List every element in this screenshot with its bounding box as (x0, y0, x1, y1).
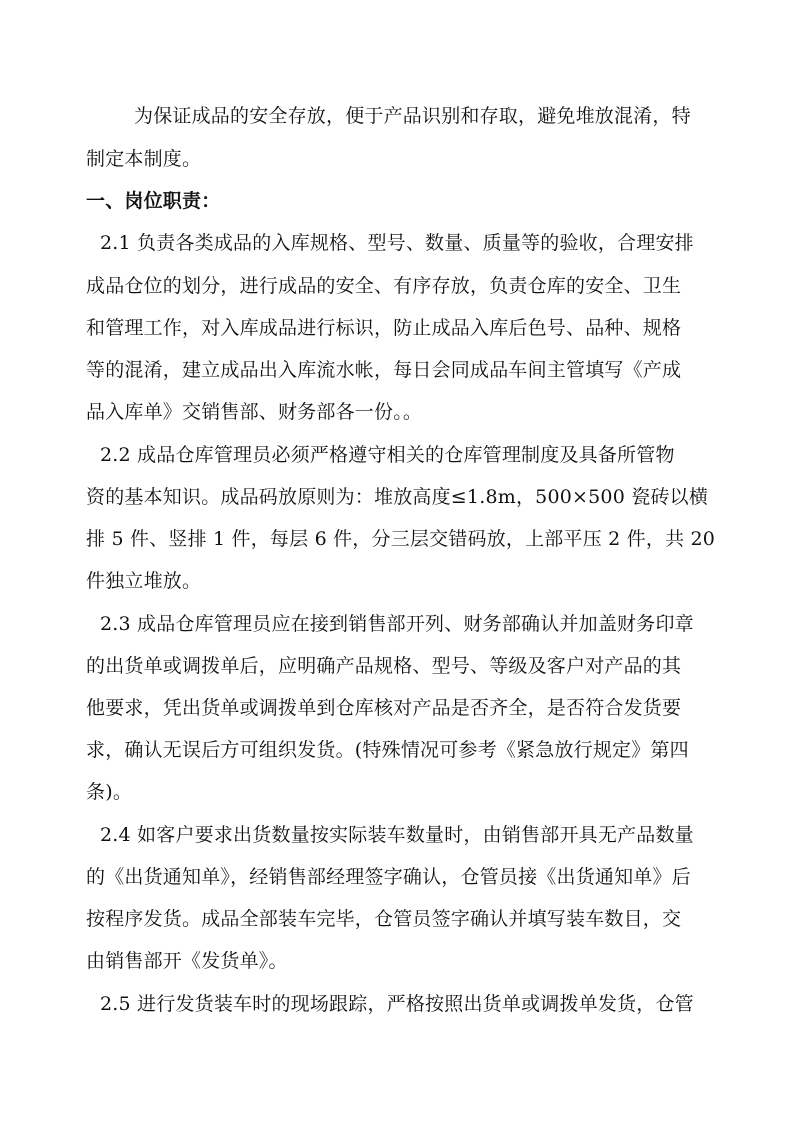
item-2-4-line-1: 2.4 如客户要求出货数量按实际装车数量时，由销售部开具无产品数量 (100, 824, 694, 846)
item-2-1-line-4: 等的混淆，建立成品出入库流水帐，每日会同成品车间主管填写《产成 (86, 359, 682, 381)
item-2-3-line-2: 的出货单或调拨单后，应明确产品规格、型号、等级及客户对产品的其 (86, 655, 682, 677)
item-2-2-line-1: 2.2 成品仓库管理员必须严格遵守相关的仓库管理制度及具备所管物 (100, 444, 675, 466)
item-2-5-line-1: 2.5 进行发货装车时的现场跟踪，严格按照出货单或调拨单发货，仓管 (100, 993, 694, 1015)
item-2-2-line-4: 件独立堆放。 (86, 570, 202, 592)
item-2-4-line-3: 按程序发货。成品全部装车完毕，仓管员签字确认并填写装车数目，交 (86, 908, 682, 930)
intro-line-1: 为保证成品的安全存放，便于产品识别和存取，避免堆放混淆，特 (134, 105, 691, 127)
item-2-3-line-3: 他要求，凭出货单或调拨单到仓库核对产品是否齐全，是否符合发货要 (86, 697, 682, 719)
item-2-2-line-2: 资的基本知识。成品码放原则为：堆放高度≤1.8m，500×500 瓷砖以横 (86, 486, 709, 508)
item-2-3-line-1: 2.3 成品仓库管理员应在接到销售部开列、财务部确认并加盖财务印章 (100, 613, 694, 635)
item-2-1-line-3: 和管理工作，对入库成品进行标识，防止成品入库后色号、品种、规格 (86, 317, 682, 339)
item-2-4-line-4: 由销售部开《发货单》。 (86, 950, 288, 972)
intro-line-2: 制定本制度。 (86, 148, 202, 170)
item-2-2-line-3: 排 5 件、竖排 1 件，每层 6 件，分三层交错码放，上部平压 2 件，共 20 (86, 528, 716, 550)
item-2-1-line-2: 成品仓位的划分，进行成品的安全、有序存放，负责仓库的安全、卫生 (86, 275, 682, 297)
item-2-1-line-5: 品入库单》交销售部、财务部各一份。。 (86, 401, 423, 423)
section-heading: 一、岗位职责： (86, 190, 221, 212)
item-2-4-line-2: 的《出货通知单》，经销售部经理签字确认，仓管员接《出货通知单》后 (86, 866, 691, 888)
item-2-3-line-4: 求，确认无误后方可组织发货。(特殊情况可参考《紧急放行规定》第四 (86, 739, 689, 761)
item-2-3-line-5: 条)。 (86, 781, 133, 803)
item-2-1-line-1: 2.1 负责各类成品的入库规格、型号、数量、质量等的验收，合理安排 (100, 232, 694, 254)
